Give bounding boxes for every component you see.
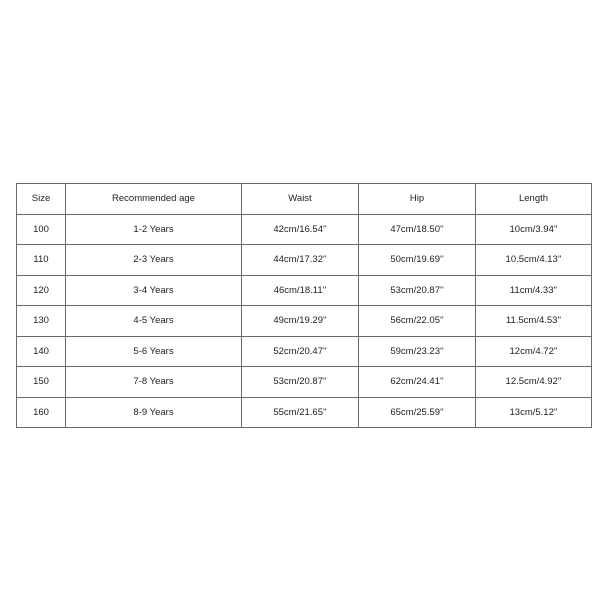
cell-age: 3-4 Years — [66, 275, 242, 306]
cell-size: 120 — [17, 275, 66, 306]
table-row — [17, 245, 592, 276]
cell-size: 140 — [17, 336, 66, 367]
table-row — [17, 336, 592, 367]
cell-length: 10cm/3.94'' — [476, 214, 592, 245]
header-row — [17, 184, 592, 215]
header-size: Size — [17, 184, 66, 215]
header-hip: Hip — [359, 184, 476, 215]
cell-size: 160 — [17, 397, 66, 428]
size-chart — [16, 183, 591, 428]
cell-length: 12cm/4.72'' — [476, 336, 592, 367]
cell-age: 5-6 Years — [66, 336, 242, 367]
cell-waist: 52cm/20.47'' — [242, 336, 359, 367]
cell-length: 11cm/4.33'' — [476, 275, 592, 306]
cell-length: 12.5cm/4.92'' — [476, 367, 592, 398]
cell-age: 4-5 Years — [66, 306, 242, 337]
header-recommended-age: Recommended age — [66, 184, 242, 215]
cell-age: 7-8 Years — [66, 367, 242, 398]
cell-hip: 56cm/22.05'' — [359, 306, 476, 337]
header-length: Length — [476, 184, 592, 215]
table-row — [17, 275, 592, 306]
cell-waist: 44cm/17.32'' — [242, 245, 359, 276]
table-row — [17, 306, 592, 337]
table-row — [17, 367, 592, 398]
table-row — [17, 214, 592, 245]
cell-hip: 47cm/18.50'' — [359, 214, 476, 245]
cell-age: 8-9 Years — [66, 397, 242, 428]
cell-age: 1-2 Years — [66, 214, 242, 245]
cell-length: 11.5cm/4.53'' — [476, 306, 592, 337]
cell-hip: 65cm/25.59'' — [359, 397, 476, 428]
cell-waist: 46cm/18.11'' — [242, 275, 359, 306]
cell-hip: 53cm/20.87'' — [359, 275, 476, 306]
cell-waist: 49cm/19.29'' — [242, 306, 359, 337]
cell-hip: 59cm/23.23'' — [359, 336, 476, 367]
cell-waist: 55cm/21.65'' — [242, 397, 359, 428]
cell-size: 110 — [17, 245, 66, 276]
cell-size: 130 — [17, 306, 66, 337]
header-waist: Waist — [242, 184, 359, 215]
cell-hip: 62cm/24.41'' — [359, 367, 476, 398]
cell-size: 150 — [17, 367, 66, 398]
cell-waist: 42cm/16.54'' — [242, 214, 359, 245]
size-chart-table — [16, 183, 592, 428]
cell-age: 2-3 Years — [66, 245, 242, 276]
table-row — [17, 397, 592, 428]
cell-hip: 50cm/19.69'' — [359, 245, 476, 276]
cell-length: 10.5cm/4.13'' — [476, 245, 592, 276]
cell-length: 13cm/5.12'' — [476, 397, 592, 428]
cell-size: 100 — [17, 214, 66, 245]
cell-waist: 53cm/20.87'' — [242, 367, 359, 398]
